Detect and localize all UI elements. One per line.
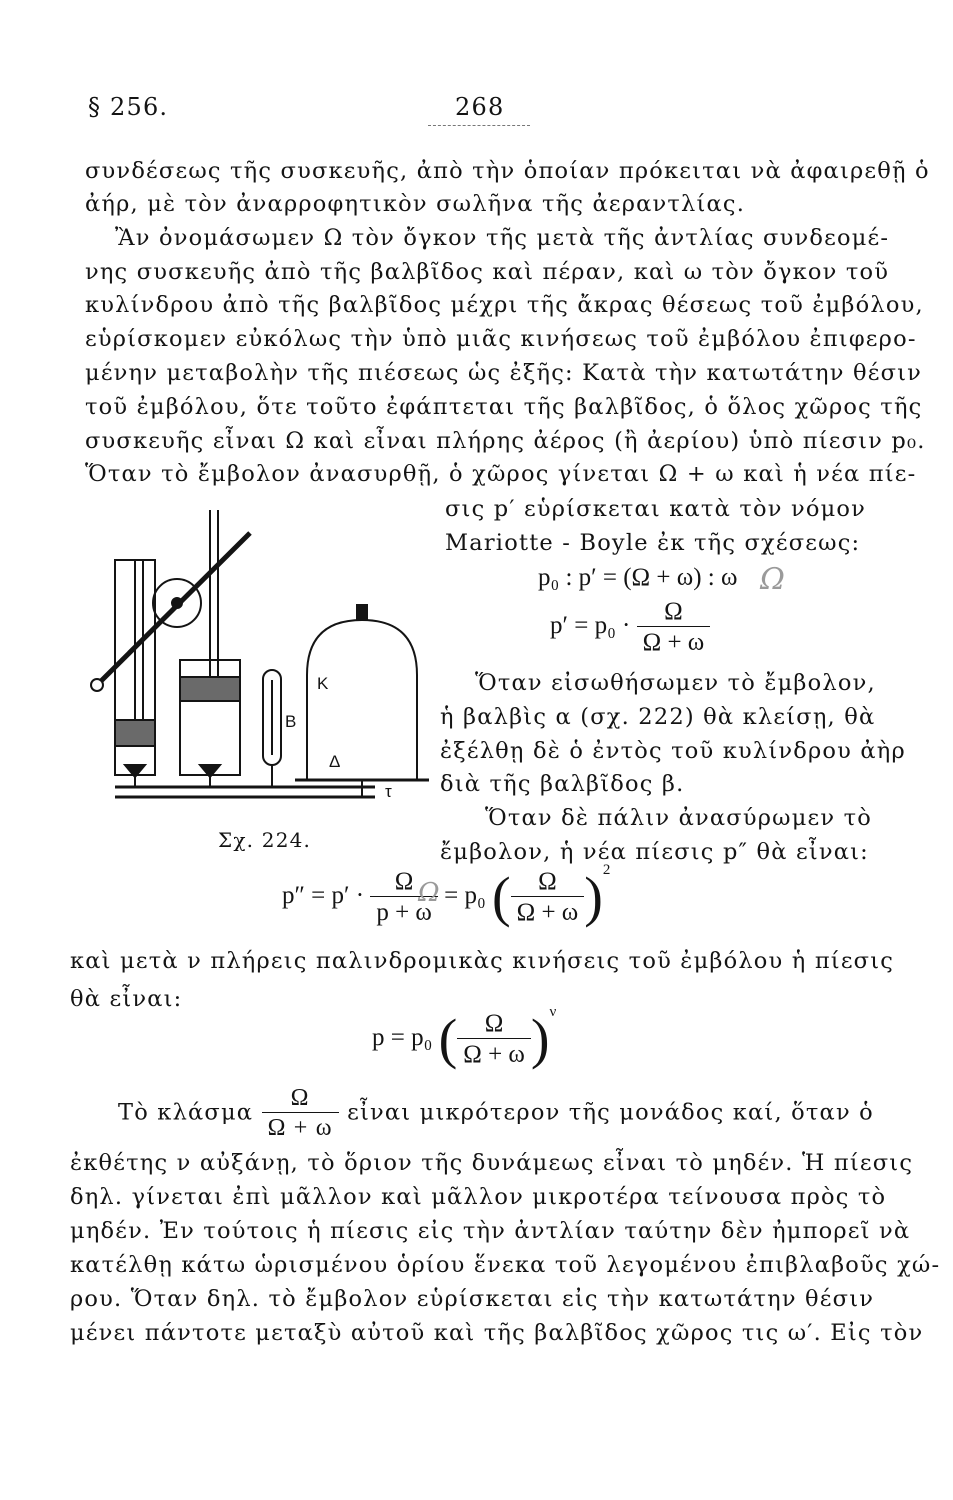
text-line: κυλίνδρου ἀπὸ τῆς βαλβῖδος μέχρι τῆς ἄκρας θέσεως τοῦ ἐμβόλου,: [85, 292, 924, 318]
exponent: 2: [602, 862, 611, 878]
text-line: Ὅταν εἰσωθήσωμεν τὸ ἔμβολον,: [475, 670, 876, 696]
formula-lhs: p = p₀: [372, 1024, 433, 1052]
formula-lhs: p′ = p₀ ·: [550, 612, 631, 640]
text-line: μηδέν. Ἐν τούτοις ἡ πίεσις εἰς τὴν ἀντλίαν ταύτην δὲν ἠμπορεῖ νὰ: [70, 1218, 911, 1244]
exponent: ν: [549, 1004, 557, 1020]
right-piston: [180, 677, 240, 701]
fraction-denominator: p + ω: [370, 896, 438, 927]
pencil-mark: Ω: [760, 562, 785, 597]
figure-caption: Σχ. 224.: [218, 828, 312, 852]
text-line: καὶ μετὰ ν πλήρεις παλινδρομικὰς κινήσεις τοῦ ἐμβόλου ἡ πίεσις: [70, 948, 895, 974]
formula-p-double-prime: [282, 862, 611, 929]
label-tau: τ: [385, 782, 392, 801]
formula-middle: = p₀: [444, 882, 486, 910]
fraction-numerator: Ω: [484, 1010, 504, 1037]
fraction-numerator: Ω: [538, 868, 557, 895]
fraction: [637, 598, 711, 657]
left-paren: (: [491, 866, 511, 929]
text-line: ἐκθέτης ν αὐξάνῃ, τὸ ὅριον τῆς δυνάμεως εἶναι τὸ μηδέν. Ἡ πίεσις: [70, 1150, 914, 1176]
pencil-mark: Ω: [418, 878, 440, 908]
text-line: ἐξέλθῃ δὲ ὁ ἐντὸς τοῦ κυλίνδρου ἀὴρ: [440, 738, 906, 764]
text-line: δηλ. γίνεται ἐπὶ μᾶλλον καὶ μᾶλλον μικροτέρα τείνουσα πρὸς τὸ: [70, 1184, 887, 1210]
text-line: κατέλθῃ κάτω ὡρισμένου ὁρίου ἕνεκα τοῦ λεγομένου ἐπιβλαβοῦς χώ-: [70, 1252, 941, 1278]
bell-jar: [307, 620, 417, 780]
fraction-denominator: Ω + ω: [637, 626, 711, 657]
label-k: K: [317, 674, 329, 693]
text-line: θὰ εἶναι:: [70, 986, 183, 1012]
text-line: συνδέσεως τῆς συσκευῆς, ἀπὸ τὴν ὁποίαν πρόκειται νὰ ἀφαιρεθῇ ὁ: [85, 158, 930, 184]
fraction-sentence: [118, 1085, 874, 1142]
fraction-numerator: Ω: [664, 598, 683, 625]
formula-p-prime: [550, 598, 710, 657]
text-line: τοῦ ἐμβόλου, ὅτε τοῦτο ἐφάπτεται τῆς βαλβῖδος, ὁ ὅλος χῶρος τῆς: [85, 394, 923, 420]
text-line: Ἂν ὀνομάσωμεν Ω τὸν ὄγκον τῆς μετὰ τῆς ἀντλίας συνδεομέ-: [115, 225, 890, 251]
handle-knob: [91, 679, 103, 691]
text-line: Ὅταν τὸ ἔμβολον ἀνασυρθῇ, ὁ χῶρος γίνεται Ω + ω καὶ ἡ νέα πίε-: [85, 461, 917, 487]
right-paren: ): [584, 866, 603, 929]
fraction: [262, 1085, 339, 1142]
fraction-denominator: Ω + ω: [457, 1038, 531, 1069]
text-line: μένει πάντοτε μεταξὺ αὐτοῦ καὶ τῆς βαλβῖδος χῶρος τις ω′. Εἰς τὸν: [70, 1320, 924, 1346]
text-line: Mariotte - Boyle ἐκ τῆς σχέσεως:: [445, 530, 861, 556]
sentence-end: εἶναι μικρότερον τῆς μονάδος καί, ὅταν ὁ: [347, 1099, 874, 1126]
formula-p-n: [372, 1004, 557, 1071]
fraction: [511, 868, 585, 927]
fraction-numerator: Ω: [290, 1085, 310, 1111]
label-delta: Δ: [329, 752, 341, 771]
fraction-numerator: Ω: [394, 868, 414, 895]
label-b: B: [285, 712, 297, 731]
page-number: 268: [455, 93, 505, 121]
fraction: [457, 1010, 531, 1069]
text-line: εὑρίσκομεν εὐκόλως τὴν ὑπὸ μιᾶς κινήσεως τοῦ ἐμβόλου ἐπιφερο-: [85, 326, 917, 352]
sentence-start: Τὸ κλάσμα: [118, 1099, 254, 1126]
text-line: ἔμβολον, ἡ νέα πίεσις p″ θὰ εἶναι:: [440, 839, 869, 865]
text-line: συσκευῆς εἶναι Ω καὶ εἶναι πλήρης ἀέρος (ἢ ἀερίου) ὑπὸ πίεσιν p₀.: [85, 428, 926, 454]
text-line: ρου. Ὅταν δηλ. τὸ ἔμβολον εὑρίσκεται εἰς τὴν κατωτάτην θέσιν: [70, 1286, 875, 1312]
lever-handle: [95, 533, 250, 687]
fraction-denominator: Ω + ω: [511, 896, 585, 927]
air-pump-figure: [85, 505, 445, 825]
text-line: ἀήρ, μὲ τὸν ἀναρροφητικὸν σωλῆνα τῆς ἀεραντλίας.: [85, 191, 746, 217]
left-paren: (: [438, 1008, 458, 1071]
left-piston: [115, 720, 155, 746]
formula-lhs: p″ = p′ ·: [282, 882, 365, 910]
text-line: Ὅταν δὲ πάλιν ἀνασύρωμεν τὸ: [485, 805, 873, 831]
fraction-denominator: Ω + ω: [262, 1112, 339, 1142]
text-line: μένην μεταβολὴν τῆς πιέσεως ὡς ἐξῆς: Κατὰ τὴν κατωτάτην θέσιν: [85, 360, 923, 386]
section-number: § 256.: [88, 93, 169, 121]
formula-ratio: p₀ : p′ = (Ω + ω) : ω: [538, 564, 738, 591]
text-line: ἡ βαλβὶς α (σχ. 222) θὰ κλείσῃ, θὰ: [440, 704, 876, 730]
right-paren: ): [530, 1008, 550, 1071]
text-line: διὰ τῆς βαλβῖδος β.: [440, 771, 685, 797]
page-number-underline: [428, 125, 530, 126]
text-line: σις p′ εὑρίσκεται κατὰ τὸν νόμον: [445, 496, 867, 522]
text-line: νης συσκευῆς ἀπὸ τῆς βαλβῖδος καὶ πέραν, καὶ ω τὸν ὄγκον τοῦ: [85, 259, 890, 285]
